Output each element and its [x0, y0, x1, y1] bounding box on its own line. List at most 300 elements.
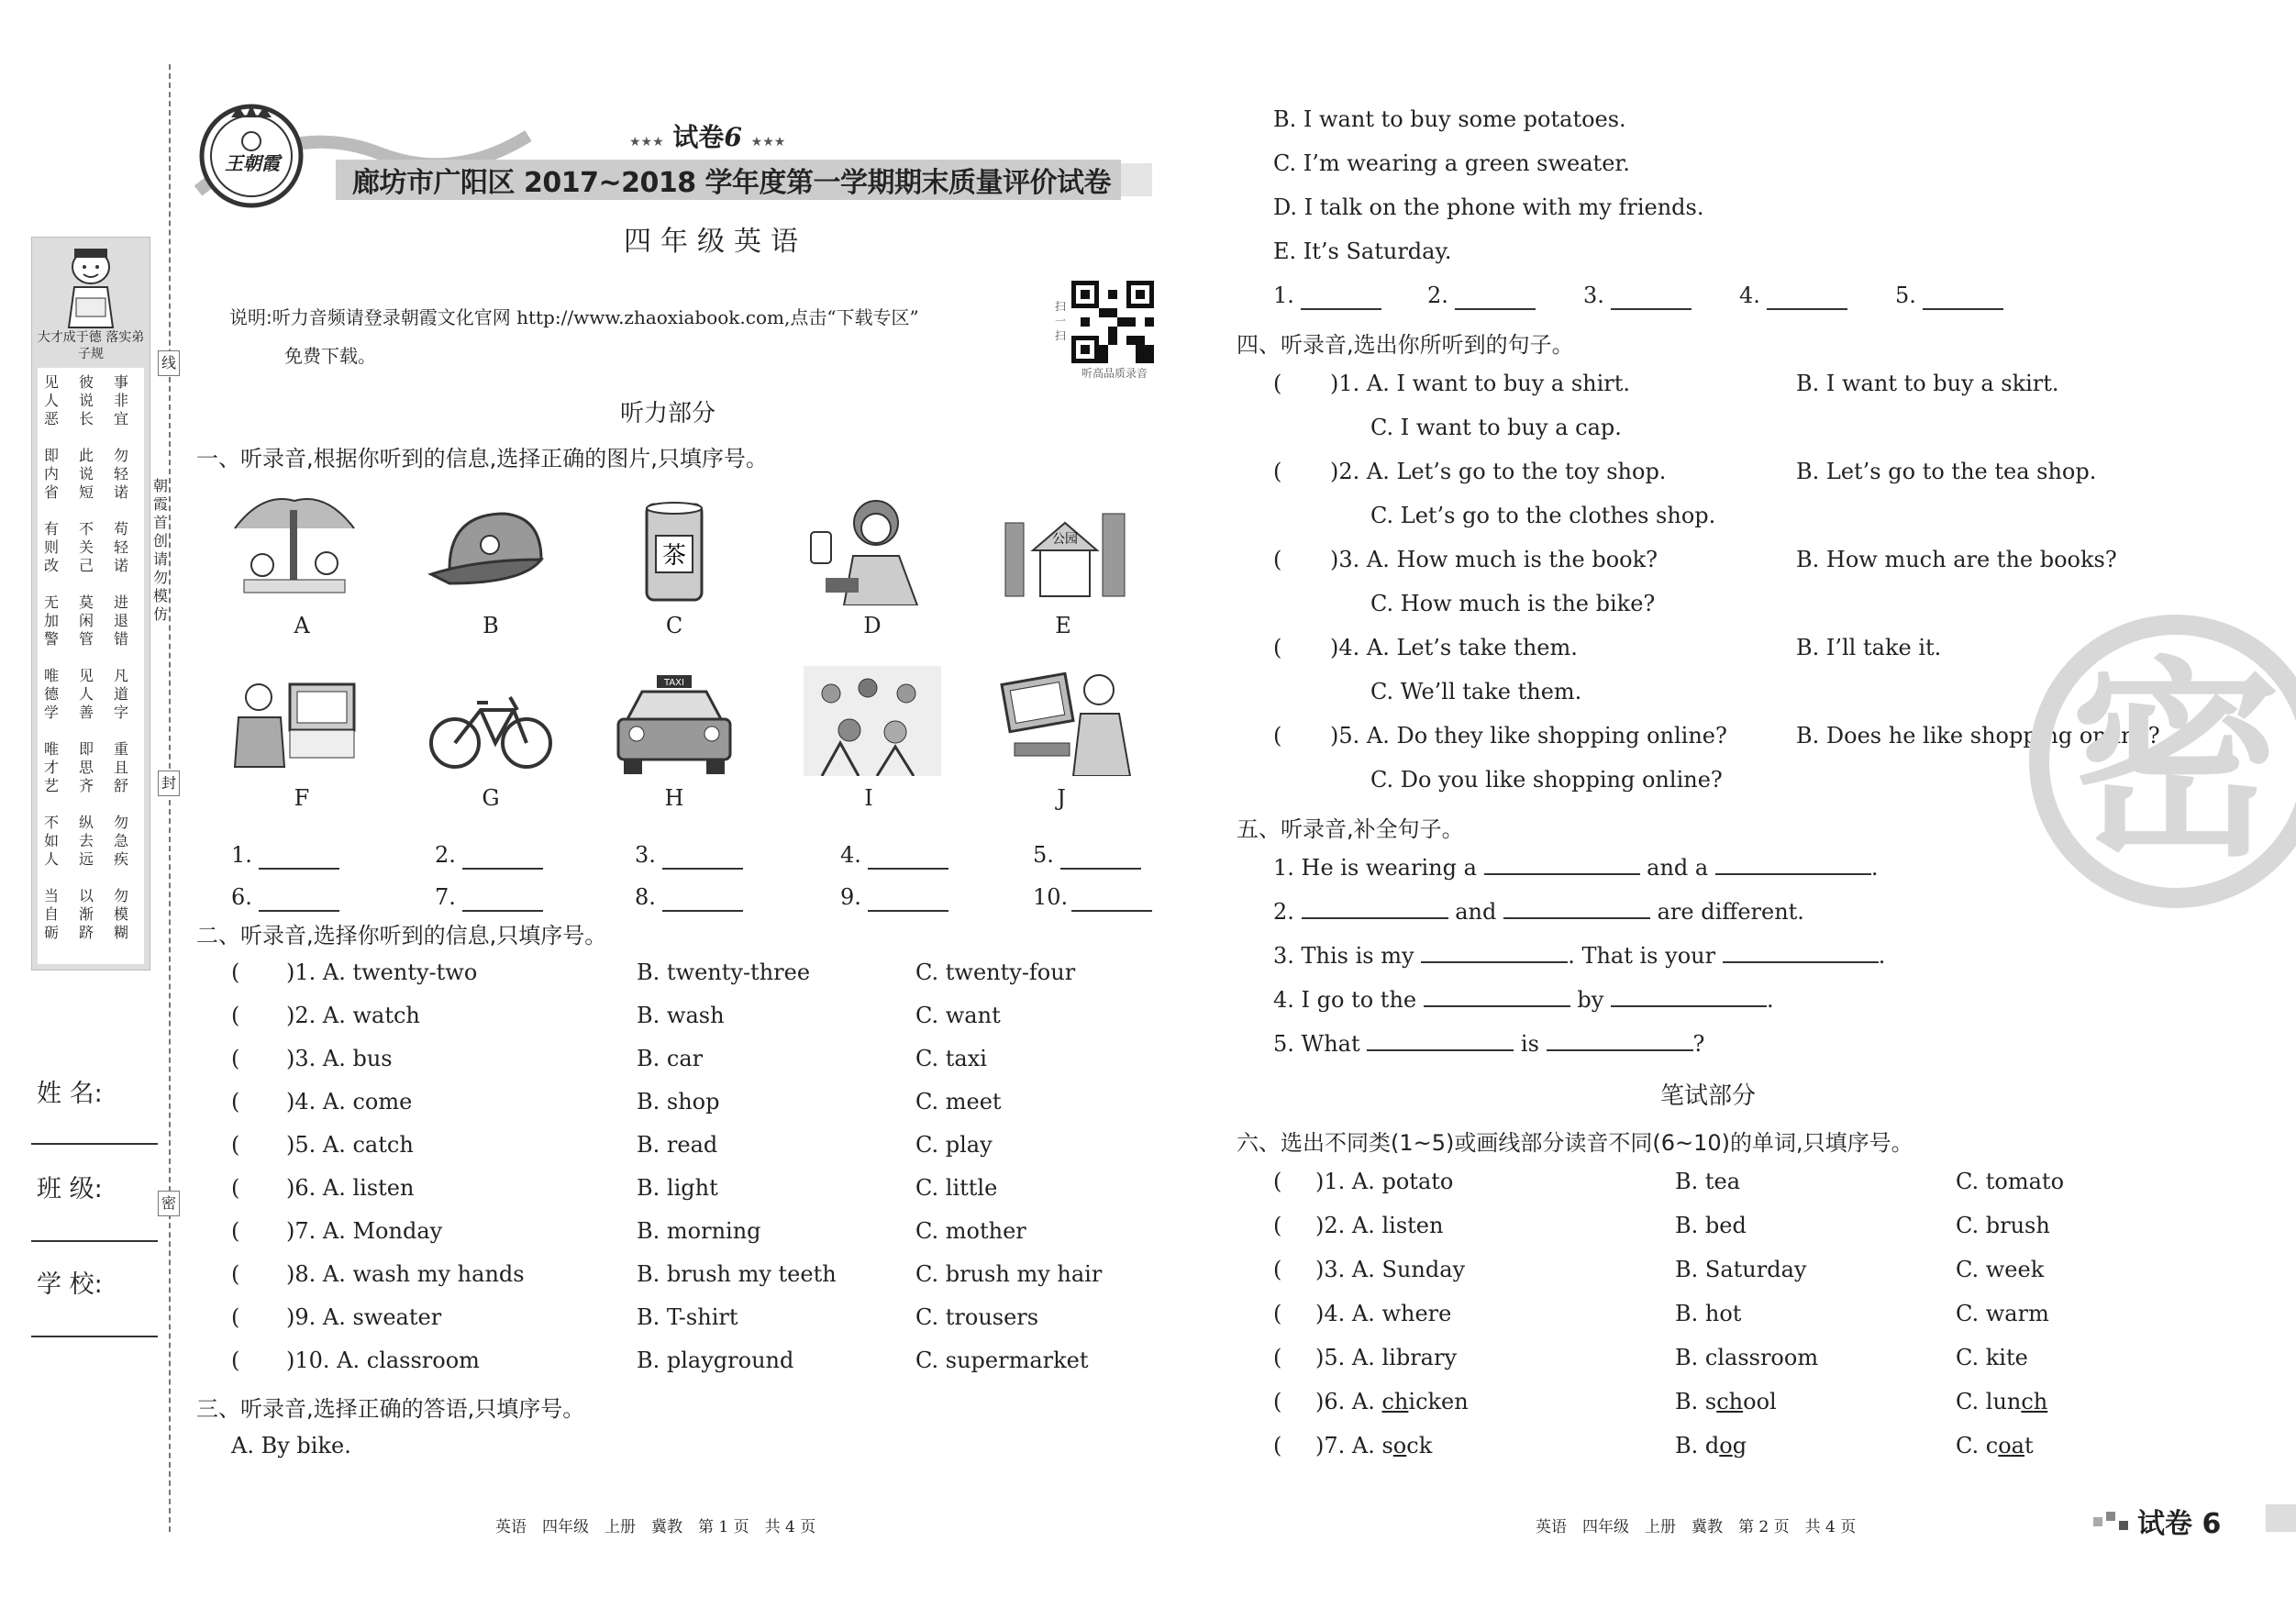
picture-label-g: G: [482, 785, 500, 811]
s6-option-a: )5. A. library: [1315, 1345, 1458, 1370]
s2-option-b: B. shop: [637, 1089, 720, 1115]
motto-char: 远: [78, 850, 94, 868]
student-figure-icon: [56, 247, 126, 329]
tea-can-picture[interactable]: [605, 495, 743, 605]
answer-blank-label: 1.: [231, 842, 252, 868]
s2-option-b: B. morning: [637, 1218, 761, 1244]
motto-char: 唯: [43, 667, 59, 684]
motto-char: 以: [78, 887, 94, 904]
logo-text: 王朝霞: [225, 152, 280, 174]
s6-6-c: [1956, 1389, 2047, 1414]
s5-3-blank-2[interactable]: [1723, 943, 1879, 963]
motto-char: 诺: [113, 557, 128, 574]
s6-6-b-pre: B. s: [1675, 1389, 1717, 1414]
motto-char: 说: [78, 465, 94, 482]
s5-4-text-c: .: [1766, 987, 1774, 1013]
s6-6-c-pre: C. lun: [1956, 1389, 2022, 1414]
s2-option-c: C. twenty-four: [915, 959, 1076, 985]
motto-char: 有: [43, 520, 59, 538]
answer-blank-label: 3.: [1583, 283, 1604, 308]
answer-blank-line[interactable]: [868, 910, 948, 912]
s4-option-c: C. Let’s go to the clothes shop.: [1370, 503, 1716, 528]
section-4-title: 四、听录音,选出你所听到的句子。: [1237, 332, 1574, 358]
school-label: 学 校:: [37, 1270, 103, 1299]
motto-char: 齐: [78, 777, 94, 794]
s6-7-c-post: t: [2024, 1433, 2034, 1458]
answer-blank-label: 7.: [435, 884, 456, 910]
s2-option-c: C. trousers: [915, 1304, 1039, 1330]
s2-option-b: B. light: [637, 1175, 718, 1201]
s2-option-b: B. brush my teeth: [637, 1261, 837, 1287]
answer-blank-line[interactable]: [1060, 868, 1141, 870]
s4-option-b: B. Does he like shopping online?: [1796, 723, 2160, 749]
motto-column: [113, 520, 129, 575]
motto-char: 人: [43, 850, 59, 868]
s6-7-a-u: o: [1392, 1433, 1407, 1458]
motto-char: 彼: [78, 373, 94, 391]
picture-label-a: A: [294, 613, 310, 638]
s2-option-a: )7. A. Monday: [286, 1218, 443, 1244]
motto-char: 诺: [113, 483, 128, 501]
name-label: 姓 名:: [37, 1080, 103, 1108]
exam-badge: 试卷 6: [2137, 1508, 2222, 1540]
motto-column: [113, 667, 129, 722]
s2-option-a: )10. A. classroom: [286, 1347, 480, 1373]
phone-girl-picture[interactable]: [798, 495, 936, 605]
answer-blank-line[interactable]: [462, 868, 543, 870]
s2-option-b: B. T-shirt: [637, 1304, 738, 1330]
s2-option-c: C. brush my hair: [915, 1261, 1103, 1287]
star-icons-left: ★★★: [629, 135, 664, 150]
s6-option-b: B. classroom: [1675, 1345, 1819, 1370]
s5-5-blank-1[interactable]: [1367, 1031, 1514, 1051]
answer-blank-label: 8.: [635, 884, 656, 910]
s5-2-text-a: 2.: [1273, 899, 1294, 925]
s4-paren[interactable]: (: [1273, 547, 1282, 572]
motto-char: 管: [78, 630, 94, 648]
answer-blank-label: 2.: [1427, 283, 1448, 308]
motto-text: 大才成于德 落实弟子规: [37, 330, 145, 361]
answer-blank-line[interactable]: [1301, 308, 1381, 310]
note-text: 听力音频请登录朝霞文化官网 http://www.zhaoxiabook.com,点击“下载专区”: [272, 306, 919, 328]
motto-char: 才: [43, 759, 59, 776]
answer-blank-label: 4.: [840, 842, 861, 868]
s5-1-blank-1[interactable]: [1484, 855, 1640, 875]
motto-char: 自: [43, 905, 59, 923]
instructions: [229, 303, 919, 329]
s6-option-c: C. kite: [1956, 1345, 2028, 1370]
motto-char: 唯: [43, 740, 59, 758]
s6-7-c: [1956, 1433, 2034, 1458]
school-field[interactable]: [31, 1336, 158, 1337]
s2-paren[interactable]: (: [231, 1089, 240, 1115]
s2-paren[interactable]: (: [231, 1046, 240, 1071]
star-icons-right: ★★★: [750, 135, 786, 150]
qr-code-icon[interactable]: [1071, 281, 1154, 363]
park-picture[interactable]: [996, 495, 1134, 605]
s2-option-a: )6. A. listen: [286, 1175, 415, 1201]
s6-6-paren[interactable]: (: [1273, 1389, 1282, 1414]
answer-blank-line[interactable]: [1071, 910, 1152, 912]
motto-char: 糊: [113, 924, 128, 941]
s2-paren[interactable]: (: [231, 1003, 240, 1028]
motto-column: [78, 740, 94, 795]
s5-4-blank-2[interactable]: [1611, 987, 1767, 1007]
s4-option-b: B. I’ll take it.: [1796, 635, 1942, 660]
s2-option-a: )1. A. twenty-two: [286, 959, 478, 985]
s2-option-b: B. twenty-three: [637, 959, 811, 985]
answer-blank-label: 4.: [1739, 283, 1760, 308]
s3-option-c: C. I’m wearing a green sweater.: [1273, 150, 1630, 176]
motto-column: [78, 520, 94, 575]
answer-blank-label: 2.: [435, 842, 456, 868]
s6-option-b: B. bed: [1675, 1213, 1747, 1238]
s2-paren[interactable]: (: [231, 1175, 240, 1201]
tv-watching-picture[interactable]: [226, 666, 363, 776]
s6-6-b: [1675, 1389, 1777, 1414]
s5-1-text-b: and a: [1647, 855, 1709, 881]
s2-paren[interactable]: (: [231, 1218, 240, 1244]
s6-paren[interactable]: (: [1273, 1301, 1282, 1326]
motto-char: 加: [43, 612, 59, 629]
answer-blank-line[interactable]: [259, 910, 339, 912]
footer-right: 英语 四年级 上册 冀教 第 2 页 共 4 页: [1536, 1518, 1857, 1536]
s6-option-c: C. tomato: [1956, 1169, 2065, 1194]
s6-7-b-pre: B. d: [1675, 1433, 1720, 1458]
s5-4-blank-1[interactable]: [1424, 987, 1570, 1007]
picture-label-e: E: [1055, 613, 1071, 638]
motto-char: 人: [78, 685, 94, 703]
s6-paren[interactable]: (: [1273, 1257, 1282, 1282]
s6-option-b: B. Saturday: [1675, 1257, 1807, 1282]
motto-char: 改: [43, 557, 59, 574]
s5-2-blank-2[interactable]: [1503, 899, 1650, 919]
answer-blank-label: 6.: [231, 884, 252, 910]
s5-5-text-a: 5. What: [1273, 1031, 1360, 1057]
answer-blank-line[interactable]: [1767, 308, 1847, 310]
motto-char: 莫: [78, 593, 94, 611]
motto-char: 宜: [113, 410, 128, 427]
motto-column: [113, 447, 129, 502]
watermark-char: 密: [2069, 640, 2281, 885]
s5-3-text-b: . That is your: [1568, 943, 1716, 969]
motto-column: [78, 887, 94, 942]
watermark-seal: [2029, 615, 2296, 908]
motto-char: 疾: [113, 850, 128, 868]
answer-blank-line[interactable]: [1611, 308, 1691, 310]
cut-mark-3: 密: [158, 1191, 180, 1216]
s4-option-b: B. I want to buy a skirt.: [1796, 371, 2059, 396]
s6-option-c: C. warm: [1956, 1301, 2049, 1326]
motto-char: 道: [113, 685, 128, 703]
motto-char: 砺: [43, 924, 59, 941]
motto-char: 去: [78, 832, 94, 849]
motto-column: [43, 667, 60, 722]
s2-option-a: )4. A. come: [286, 1089, 413, 1115]
picture-label-h: H: [664, 785, 684, 811]
s4-option-c: C. Do you like shopping online?: [1370, 767, 1723, 793]
motto-column: [43, 593, 60, 649]
s5-sentence-4: [1273, 987, 1774, 1013]
s4-paren[interactable]: (: [1273, 635, 1282, 660]
exam-title: 廊坊市广阳区 2017~2018 学年度第一学期期末质量评价试卷: [352, 167, 1112, 199]
s6-row-7: [1273, 1433, 1432, 1458]
motto-char: 凡: [113, 667, 128, 684]
motto-char: 思: [78, 759, 94, 776]
motto-char: 此: [78, 447, 94, 464]
motto-char: 长: [78, 410, 94, 427]
s2-option-c: C. play: [915, 1132, 993, 1158]
s4-option-c: C. How much is the bike?: [1370, 591, 1656, 616]
s2-paren[interactable]: (: [231, 1261, 240, 1287]
motto-char: 艺: [43, 777, 59, 794]
s2-option-b: B. wash: [637, 1003, 725, 1028]
motto-char: 恶: [43, 410, 59, 427]
answer-blank-line[interactable]: [662, 868, 743, 870]
s2-option-c: C. meet: [915, 1089, 1002, 1115]
answer-blank-line[interactable]: [259, 868, 339, 870]
motto-char: 勿: [113, 887, 128, 904]
s6-paren[interactable]: (: [1273, 1213, 1282, 1238]
motto-char: 不: [78, 520, 94, 538]
motto-char: 跻: [78, 924, 94, 941]
motto-column: [43, 887, 60, 942]
s6-option-a: )2. A. listen: [1315, 1213, 1444, 1238]
motto-char: 非: [113, 392, 128, 409]
class-field[interactable]: [31, 1240, 158, 1242]
motto-char: 短: [78, 483, 94, 501]
s5-1-text-a: 1. He is wearing a: [1273, 855, 1477, 881]
s6-6-a-u: ch: [1381, 1389, 1409, 1414]
motto-char: 学: [43, 704, 59, 721]
s6-option-a: )1. A. potato: [1315, 1169, 1454, 1194]
class-label: 班 级:: [37, 1175, 103, 1203]
s5-4-text-a: 4. I go to the: [1273, 987, 1417, 1013]
motto-char: 急: [113, 832, 128, 849]
tea-char: 茶: [661, 542, 687, 570]
series-num: 6: [724, 122, 742, 152]
s5-2-blank-1[interactable]: [1302, 899, 1448, 919]
motto-char: 见: [78, 667, 94, 684]
series-label: [629, 117, 785, 154]
s5-3-blank-1[interactable]: [1421, 943, 1568, 963]
s6-7-paren[interactable]: (: [1273, 1433, 1282, 1458]
motto-char: 模: [113, 905, 128, 923]
s5-5-text-c: ?: [1692, 1031, 1705, 1057]
s4-paren[interactable]: (: [1273, 723, 1282, 749]
motto-columns: [38, 368, 144, 964]
vertical-seal: 朝霞首创 请勿模仿: [152, 477, 168, 623]
s2-option-a: )5. A. catch: [286, 1132, 414, 1158]
s5-2-text-b: and: [1455, 899, 1497, 925]
park-char: 公园: [1052, 532, 1078, 547]
motto-column: [43, 740, 60, 795]
answer-blank-label: 5.: [1895, 283, 1916, 308]
section-5-title: 五、听录音,补全句子。: [1237, 816, 1464, 842]
s2-option-c: C. mother: [915, 1218, 1026, 1244]
motto-char: 内: [43, 465, 59, 482]
s6-paren[interactable]: (: [1273, 1169, 1282, 1194]
motto-char: 无: [43, 593, 59, 611]
s5-sentence-5: [1273, 1031, 1704, 1057]
picture-label-j: J: [1057, 785, 1066, 811]
s5-sentence-2: [1273, 899, 1804, 925]
s4-option-a: )2. A. Let’s go to the toy shop.: [1330, 459, 1667, 484]
subject-title: 四年级英语: [624, 226, 807, 258]
motto-char: 当: [43, 887, 59, 904]
motto-char: 省: [43, 483, 59, 501]
s6-7-b-u: o: [1719, 1433, 1733, 1458]
cut-line: [169, 64, 171, 1532]
motto-column: [113, 814, 129, 869]
motto-char: 轻: [113, 538, 128, 556]
s3-option-a: A. By bike.: [231, 1433, 351, 1458]
note-label: 说明:: [229, 306, 272, 328]
written-title: 笔试部分: [1660, 1082, 1757, 1110]
answer-blank-label: 9.: [840, 884, 861, 910]
motto-char: 苟: [113, 520, 128, 538]
s2-paren[interactable]: (: [231, 1347, 240, 1373]
s5-1-text-c: .: [1870, 855, 1879, 881]
motto-column: [113, 887, 129, 942]
name-field[interactable]: [31, 1143, 158, 1145]
s5-2-text-c: are different.: [1657, 899, 1804, 925]
picture-label-d: D: [863, 613, 882, 638]
s6-7-c-u: oa: [1998, 1433, 2024, 1458]
answer-blank-label: 1.: [1273, 283, 1294, 308]
section-1-title: 一、听录音,根据你听到的信息,选择正确的图片,只填序号。: [196, 446, 768, 471]
crowd-picture[interactable]: [804, 666, 941, 776]
motto-char: 即: [43, 447, 59, 464]
motto-char: 闲: [78, 612, 94, 629]
footer-left: 英语 四年级 上册 冀教 第 1 页 共 4 页: [495, 1518, 816, 1536]
listening-title: 听力部分: [620, 400, 716, 427]
s4-paren[interactable]: (: [1273, 459, 1282, 484]
badge-decoration: [2093, 1508, 2130, 1532]
qr-caption: 听高品质录音: [1081, 367, 1148, 380]
motto-column: [113, 740, 129, 795]
s6-option-a: )3. A. Sunday: [1315, 1257, 1466, 1282]
answer-blank-line[interactable]: [462, 910, 543, 912]
s4-option-c: C. I want to buy a cap.: [1370, 415, 1622, 440]
s6-6-a-pre: )6. A.: [1315, 1389, 1382, 1414]
answer-blank-line[interactable]: [868, 868, 948, 870]
motto-char: 己: [78, 557, 94, 574]
s6-paren[interactable]: (: [1273, 1345, 1282, 1370]
motto-char: 见: [43, 373, 59, 391]
cut-mark-1: 线: [158, 350, 180, 376]
s2-paren[interactable]: (: [231, 1304, 240, 1330]
s3-option-e: E. It’s Saturday.: [1273, 238, 1452, 264]
s2-option-b: B. playground: [637, 1347, 794, 1373]
motto-char: 舒: [113, 777, 128, 794]
motto-char: 不: [43, 814, 59, 831]
s6-7-a-post: ck: [1406, 1433, 1433, 1458]
taxi-picture[interactable]: [605, 670, 743, 780]
picture-label-f: F: [294, 785, 310, 811]
motto-char: 事: [113, 373, 128, 391]
s6-7-c-pre: C. c: [1956, 1433, 1999, 1458]
motto-char: 警: [43, 630, 59, 648]
section-2-title: 二、听录音,选择你听到的信息,只填序号。: [196, 923, 607, 948]
note-text-2: 免费下载。: [284, 345, 376, 367]
computer-girl-picture[interactable]: [996, 666, 1134, 776]
motto-column: [113, 593, 129, 649]
s5-3-text-a: 3. This is my: [1273, 943, 1414, 969]
s3-option-d: D. I talk on the phone with my friends.: [1273, 194, 1704, 220]
s5-4-text-b: by: [1577, 987, 1604, 1013]
s4-option-a: )5. A. Do they like shopping online?: [1330, 723, 1727, 749]
s2-option-a: )2. A. watch: [286, 1003, 420, 1028]
motto-char: 退: [113, 612, 128, 629]
s5-5-text-b: is: [1520, 1031, 1539, 1057]
bike-picture[interactable]: [422, 670, 560, 780]
taxi-sign-text: TAXI: [664, 678, 684, 688]
s6-6-b-u: ch: [1716, 1389, 1744, 1414]
picnic-picture[interactable]: [226, 492, 363, 602]
picture-label-b: B: [482, 613, 499, 638]
s6-option-b: B. tea: [1675, 1169, 1741, 1194]
s5-sentence-3: [1273, 943, 1885, 969]
s2-option-b: B. car: [637, 1046, 704, 1071]
motto-column: [43, 373, 60, 428]
s2-option-c: C. supermarket: [915, 1347, 1089, 1373]
s6-row-6: [1273, 1389, 1469, 1414]
section-3-title: 三、听录音,选择正确的答语,只填序号。: [196, 1396, 585, 1422]
motto-column: [43, 447, 60, 502]
s5-5-blank-2[interactable]: [1547, 1031, 1693, 1051]
motto-char: 错: [113, 630, 128, 648]
motto-column: [113, 373, 129, 428]
motto-column: [78, 814, 94, 869]
motto-char: 即: [78, 740, 94, 758]
answer-blank-label: 3.: [635, 842, 656, 868]
motto-char: 则: [43, 538, 59, 556]
s6-option-c: C. week: [1956, 1257, 2045, 1282]
motto-char: 轻: [113, 465, 128, 482]
s6-6-a-post: icken: [1408, 1389, 1469, 1414]
s6-option-b: B. hot: [1675, 1301, 1742, 1326]
answer-blank-line[interactable]: [1455, 308, 1536, 310]
s2-option-a: )3. A. bus: [286, 1046, 393, 1071]
motto-char: 进: [113, 593, 128, 611]
s4-paren[interactable]: (: [1273, 371, 1282, 396]
s4-option-c: C. We’ll take them.: [1370, 679, 1582, 704]
motto-char: 字: [113, 704, 128, 721]
s2-paren[interactable]: (: [231, 959, 240, 985]
s2-option-c: C. taxi: [915, 1046, 987, 1071]
s6-option-c: C. brush: [1956, 1213, 2050, 1238]
s5-1-blank-2[interactable]: [1715, 855, 1871, 875]
s3-option-b: B. I want to buy some potatoes.: [1273, 106, 1626, 132]
motto-char: 善: [78, 704, 94, 721]
motto-char: 纵: [78, 814, 94, 831]
motto-char: 说: [78, 392, 94, 409]
answer-blank-line[interactable]: [1923, 308, 2003, 310]
motto-char: 德: [43, 685, 59, 703]
s2-option-c: C. little: [915, 1175, 998, 1201]
s6-7-a-pre: )7. A. s: [1315, 1433, 1393, 1458]
picture-label-i: I: [864, 785, 873, 811]
cap-picture[interactable]: [422, 495, 560, 605]
s2-paren[interactable]: (: [231, 1132, 240, 1158]
motto-column: [78, 667, 94, 722]
s5-sentence-1: [1273, 855, 1879, 881]
answer-blank-line[interactable]: [662, 910, 743, 912]
s2-option-b: B. read: [637, 1132, 718, 1158]
motto-char: 勿: [113, 814, 128, 831]
qr-side-text: 扫一扫: [1055, 300, 1067, 342]
